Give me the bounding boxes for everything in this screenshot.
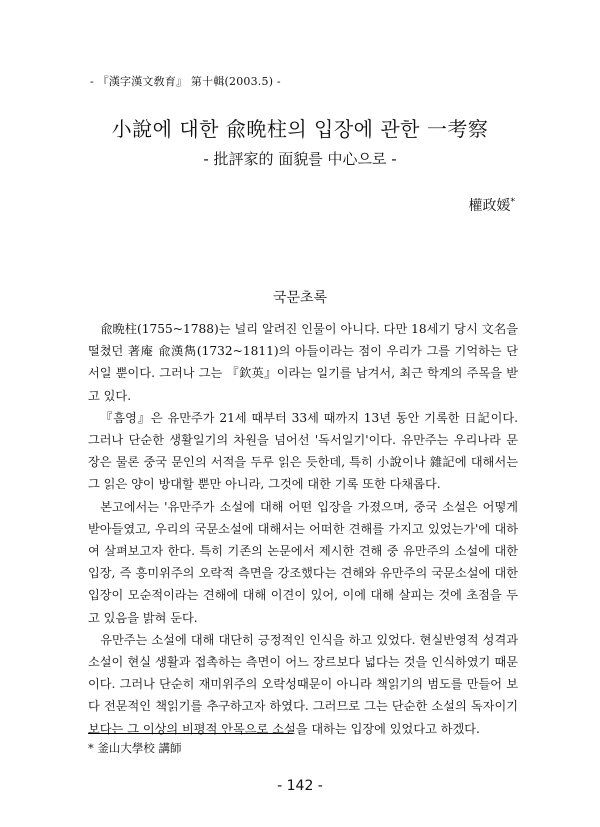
- abstract-paragraph: 兪晩柱(1755~1788)는 널리 알려진 인물이 아니다. 다만 18세기 당시 文名을 떨쳤던 著庵 兪漢雋(1732~1811)의 아들이라는 점이 우리가 그를 기억하는 단서일 뿐이다. 그러나 그는 『欽英』이라는 일기를 남겨서, 최근 학계의 주목을 받고 있다.: [88, 322, 518, 403]
- footnote: * 釜山大學校 講師: [88, 741, 182, 755]
- author-footnote-mark: *: [510, 197, 515, 208]
- abstract-paragraph: 『흠영』은 유만주가 21세 때부터 33세 때까지 13년 동안 기록한 日記이다. 그러나 단순한 생활일기의 차원을 넘어선 '독서일기'이다. 유만주는 우리나라 문장은 물론 중국 문인의 서적을 두루 읽은 듯한데, 특히 小說이나 雜記에 대해서는 그 읽은 양이 방대할 뿐만 아니라, 그것에 대한 기록 또한 다채롭다.: [88, 410, 518, 492]
- paper-subtitle: - 批評家的 面貌를 中心으로 -: [203, 150, 397, 168]
- author: [469, 195, 516, 215]
- footnote-divider: [88, 733, 293, 734]
- paper-title: 小說에 대한 兪晩柱의 입장에 관한 一考察: [111, 117, 489, 141]
- author-name: 權政媛: [468, 198, 511, 214]
- abstract-heading: 국문초록: [272, 290, 328, 306]
- abstract-paragraph: 유만주는 소설에 대해 대단히 긍정적인 인식을 하고 있었다. 현실반영적 성격과 소설이 현실 생활과 접촉하는 측면이 어느 장르보다 넓다는 것을 인식하였기 때문이다. 그러나 단순히 재미위주의 오락성때문이 아니라 책읽기의 범도를 만들어 보다 전문적인 책읽기를 추구하고자 하였다. 그러므로 그는 단순한 소설의 독자이기보다는 그 이상의 비평적 안목으로 소설을 대하는 입장에 있었다고 하겠다.: [88, 632, 518, 736]
- abstract-paragraph: 본고에서는 '유만주가 소설에 대해 어떤 입장을 가졌으며, 중국 소설은 어떻게 받아들였고, 우리의 국문소설에 대해서는 어떠한 견해를 가지고 있었는가'에 대하여 살펴보고자 한다. 특히 기존의 논문에서 제시한 견해 중 유만주의 소설에 대한 입장, 즉 흥미위주의 오락적 측면을 강조했다는 견해와 유만주의 국문소설에 대한 입장이 모순적이라는 견해에 대해 이견이 있어, 이에 대해 살피는 것에 초점을 두고 있음을 밝혀 둔다.: [88, 499, 518, 625]
- page-number: - 142 -: [277, 778, 323, 794]
- abstract-body: [88, 318, 518, 740]
- journal-header: - 『漢字漢文敎育』 第十輯(2003.5) -: [90, 75, 281, 88]
